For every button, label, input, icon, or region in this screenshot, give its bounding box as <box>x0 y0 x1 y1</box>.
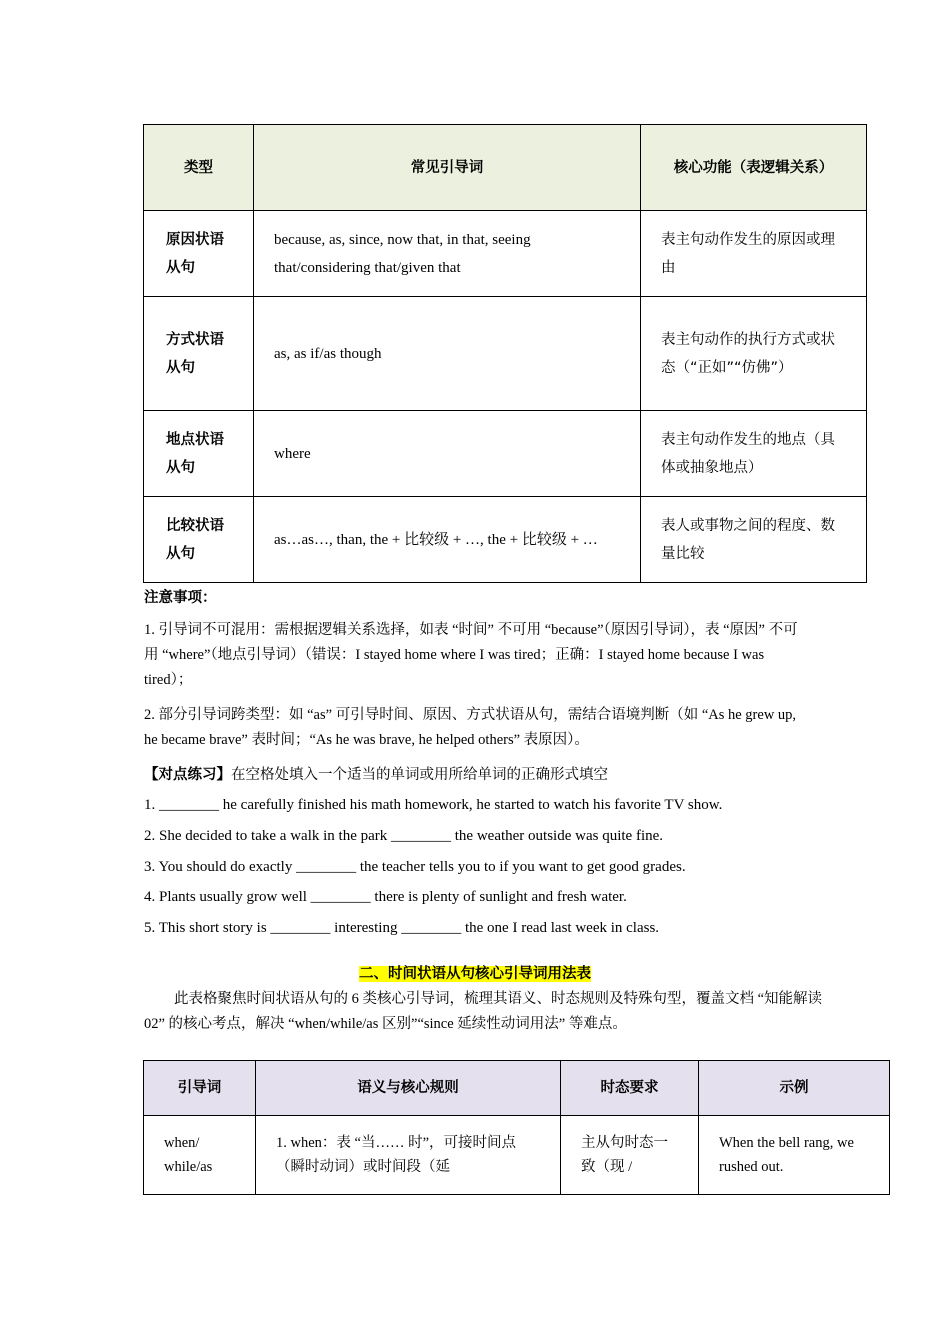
header-function: 核心功能（表逻辑关系） <box>641 125 867 211</box>
practice-item: 2. She decided to take a walk in the park ________ the weather outside was quite fine. <box>144 828 664 844</box>
time-clause-table <box>143 1060 890 1195</box>
table-row <box>144 1116 890 1195</box>
practice-item: 5. This short story is ________ interesting ________ the one I read last week in class. <box>144 920 660 936</box>
row-type: 方式状语从句 <box>144 297 254 411</box>
section-title-text: 二、时间状语从句核心引导词用法表 <box>359 966 591 982</box>
row-function: 表人或事物之间的程度、数量比较 <box>641 497 867 583</box>
header-type: 类型 <box>144 125 254 211</box>
practice-item: 1. ________ he carefully finished his math homework, he started to watch his favorite TV show. <box>144 797 723 813</box>
row-function: 表主句动作发生的地点（具体或抽象地点） <box>641 411 867 497</box>
row-function: 表主句动作的执行方式或状态（“正如”“仿佛”） <box>641 297 867 411</box>
section-intro-text: 此表格聚焦时间状语从句的 6 类核心引导词，梳理其语义、时态规则及特殊句型，覆盖文档 “知能解读 02” 的核心考点，解决 “when/while/as 区别”“since 延续性动词用法” 等难点。 <box>144 991 823 1032</box>
practice-item: 4. Plants usually grow well ________ there is plenty of sunlight and fresh water. <box>144 889 627 905</box>
row-function: 表主句动作发生的原因或理由 <box>641 211 867 297</box>
row-rule: 1. when：表 “当…… 时”，可接时间点（瞬时动词）或时间段（延 <box>256 1116 561 1195</box>
table-header-row <box>144 125 867 211</box>
row-word: when/ while/as <box>144 1116 256 1195</box>
section-title <box>0 962 950 983</box>
row-type: 地点状语从句 <box>144 411 254 497</box>
practice-label: 【对点练习】 <box>144 767 231 783</box>
row-example: When the bell rang, we rushed out. <box>699 1116 890 1195</box>
clause-types-table <box>143 124 867 583</box>
header-word: 引导词 <box>144 1061 256 1116</box>
row-words: as, as if/as though <box>254 297 641 411</box>
table-header-row <box>144 1061 890 1116</box>
row-tense: 主从句时态一致（现 / <box>561 1116 699 1195</box>
row-words: because, as, since, now that, in that, seeing that/considering that/given that <box>254 211 641 297</box>
header-example: 示例 <box>699 1061 890 1116</box>
row-type: 比较状语从句 <box>144 497 254 583</box>
table-row <box>144 297 867 411</box>
practice-header <box>144 764 608 786</box>
section-intro <box>144 987 824 1037</box>
row-type: 原因状语从句 <box>144 211 254 297</box>
header-words: 常见引导词 <box>254 125 641 211</box>
note-item-2: 2. 部分引导词跨类型：如 “as” 可引导时间、原因、方式状语从句，需结合语境判断（如 “As he grew up, he became brave” 表时间；“As he was brave, he helped others” 表原因）。 <box>144 707 797 748</box>
table-row <box>144 211 867 297</box>
practice-instruction: 在空格处填入一个适当的单词或用所给单词的正确形式填空 <box>231 767 608 783</box>
row-words: as…as…, than, the + 比较级 + …, the + 比较级 + … <box>254 497 641 583</box>
practice-item: 3. You should do exactly ________ the teacher tells you to if you want to get good grades. <box>144 859 686 875</box>
header-rule: 语义与核心规则 <box>256 1061 561 1116</box>
table-row <box>144 497 867 583</box>
header-tense: 时态要求 <box>561 1061 699 1116</box>
table-row <box>144 411 867 497</box>
note-item-1: 1. 引导词不可混用：需根据逻辑关系选择，如表 “时间” 不可用 “because”（原因引导词），表 “原因” 不可用 “where”（地点引导词）（错误：I stayed home where I was tired；正确：I stayed home because I was tired）； <box>144 622 798 688</box>
row-words: where <box>254 411 641 497</box>
notes-title: 注意事项： <box>144 590 217 606</box>
